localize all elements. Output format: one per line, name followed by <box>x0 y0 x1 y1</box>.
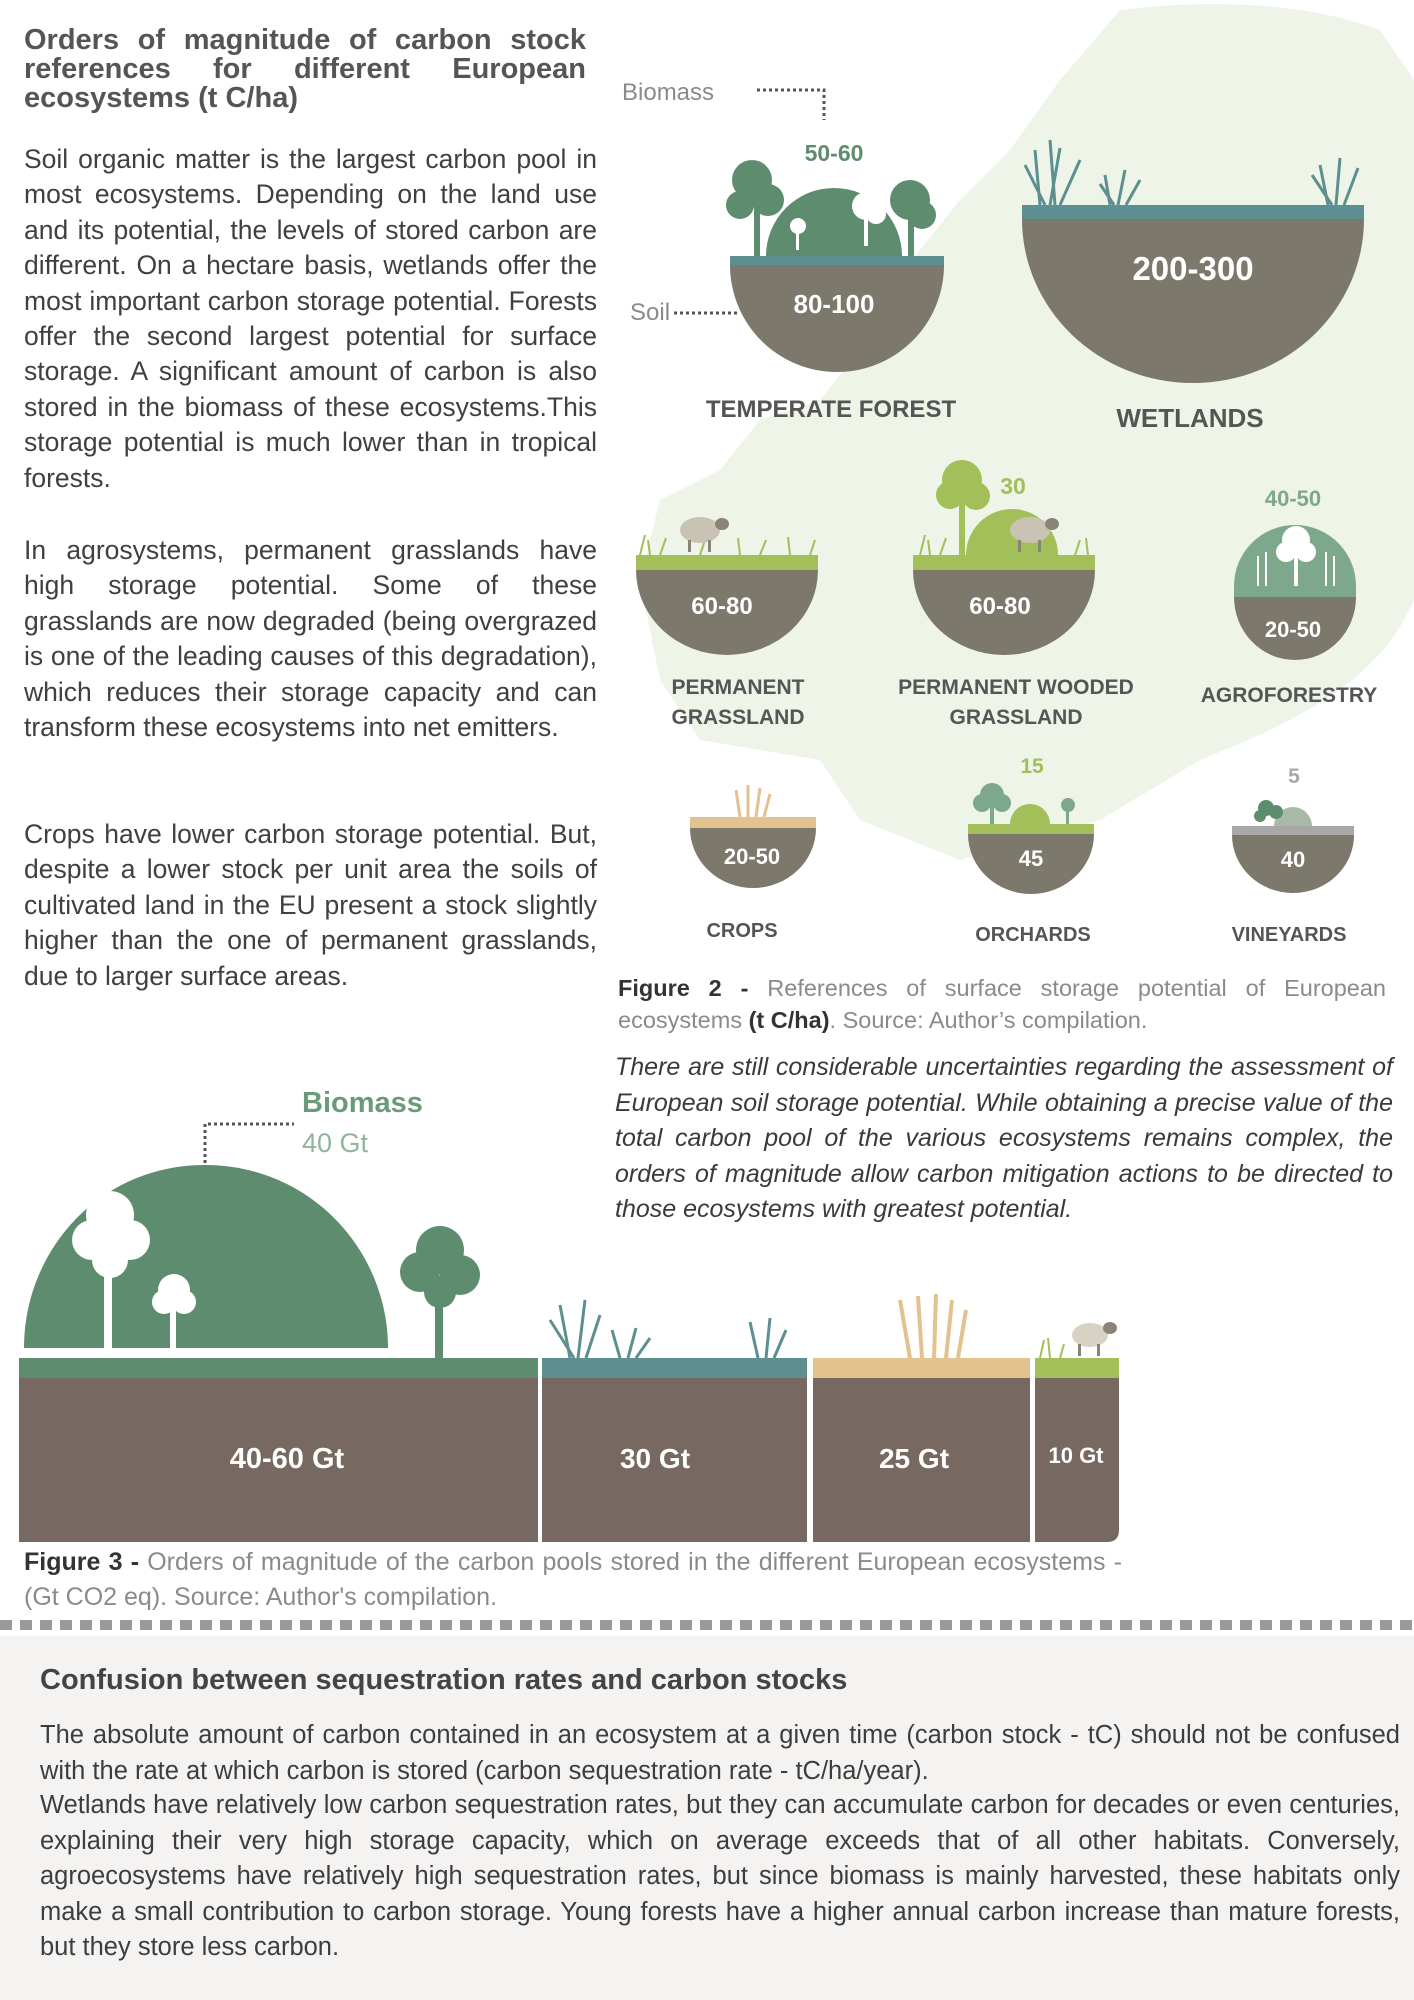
wheat-icon <box>736 785 770 817</box>
europe-map-background <box>640 4 1414 860</box>
figure-3-caption <box>24 1545 1122 1615</box>
legend-biomass-connector <box>757 90 824 120</box>
wheat-icon <box>900 1294 966 1358</box>
wetlands-soil-value: 200-300 <box>1132 250 1254 287</box>
info-box-paragraph-1: The absolute amount of carbon contained in an ecosystem at a given time (carbon stock - tC) should not be confused with the rate at which carbon is stored (carbon sequestration rate - tC/ha/year). <box>40 1721 1400 1785</box>
permanent-grassland-label-line1: PERMANENT <box>671 676 805 699</box>
grass-icon <box>1040 1338 1064 1358</box>
figure-3-biomass-value: 40 Gt <box>302 1128 369 1158</box>
crops-surface-band <box>690 817 816 828</box>
forest-surface-band <box>19 1358 538 1378</box>
info-box-paragraph-2: Wetlands have relatively low carbon sequestration rates, but they can accumulate carbon for decades or even centuries, explaining their very high storage capacity, which on average exceeds that of all other habitats. Conversely, agroecosystems have relatively high sequestration rates, but since biomass is mainly harvested, these habitats only make a small contribution to carbon storage. Young forests have a higher annual carbon increase than mature forests, but they store less carbon. <box>40 1791 1400 1961</box>
figure-2-caption-unit: (t C/ha) <box>748 1007 830 1033</box>
crops-label: CROPS <box>706 920 778 942</box>
agroforestry-label: AGROFORESTRY <box>1200 684 1378 707</box>
figure-2-caption-label: Figure 2 - <box>618 975 749 1001</box>
info-box-heading: Confusion between sequestration rates and carbon stocks <box>40 1664 848 1696</box>
crops-soil-value: 20-50 <box>723 844 781 869</box>
vineyards-label: VINEYARDS <box>1231 924 1347 946</box>
permanent-grassland-surface-band <box>636 555 818 570</box>
agroforestry-soil-value: 20-50 <box>1264 617 1322 642</box>
orchards-biomass-value: 15 <box>1020 755 1044 778</box>
intro-paragraph-1: Soil organic matter is the largest carbon pool in most ecosystems. Depending on the land use and its potential, the levels of stored carbon are different. On a hectare basis, wetlands offer the most important carbon storage potential. Forests offer the second largest potential for surface storage. A significant amount of carbon is also stored in the biomass of these ecosystems.This storage potential is much lower than in tropical forests. <box>24 144 597 493</box>
dashed-divider <box>0 1620 1414 1630</box>
vineyards-biomass-value: 5 <box>1288 765 1300 788</box>
figure-2-caption <box>618 972 1386 1036</box>
figure-3-caption-text: Orders of magnitude of the carbon pools stored in the different European ecosystems - (Gt CO2 eq). Source: Author's compilation. <box>24 1548 1122 1611</box>
agroforestry-biomass-value: 40-50 <box>1264 486 1322 511</box>
wetlands-label: WETLANDS <box>1116 403 1264 433</box>
figure-2-caption-text: References of surface storage potential of European ecosystems <box>618 975 1386 1033</box>
permanent-grassland-soil-value: 60-80 <box>691 593 753 620</box>
vineyards-soil-value: 40 <box>1280 847 1306 872</box>
crop-surface-band <box>813 1358 1030 1378</box>
wooded-grassland-label-line1: PERMANENT WOODED <box>898 676 1134 699</box>
wooded-grassland-label-line2: GRASSLAND <box>949 706 1083 729</box>
grassland-surface-band <box>1035 1358 1119 1378</box>
wooded-grassland-soil-value: 60-80 <box>969 593 1031 620</box>
reed-icon <box>550 1300 786 1358</box>
info-box <box>0 1636 1414 2000</box>
wetland-surface-band <box>542 1358 807 1378</box>
grassland-pool-value: 10 Gt <box>1048 1443 1104 1468</box>
temperate-forest-soil-value: 80-100 <box>793 289 875 319</box>
figure-2-caption-source: . Source: Author’s compilation. <box>829 1007 1148 1033</box>
tree-icon <box>400 1226 480 1358</box>
permanent-grassland-label-line2: GRASSLAND <box>671 706 805 729</box>
uncertainty-note: There are still considerable uncertainties regarding the assessment of European soil storage potential. While obtaining a precise value of the total carbon pool of the various ecosystems remains complex, the orders of magnitude allow carbon mitigation actions to be directed to those ecosystems with greatest potential. <box>615 1053 1393 1223</box>
orchards-label: ORCHARDS <box>975 924 1091 946</box>
figure-3-caption-label: Figure 3 - <box>24 1548 140 1576</box>
agroforestry-surface-band <box>1234 586 1356 597</box>
wetlands-surface-band <box>1022 205 1364 219</box>
vineyards-surface-band <box>1232 826 1354 835</box>
ecosystem-vineyards <box>1232 765 1354 946</box>
legend-soil-label: Soil <box>630 299 671 326</box>
temperate-forest-surface-band <box>730 256 944 265</box>
page-title: Orders of magnitude of carbon stock references for different European ecosystems (t C/ha) <box>24 24 586 114</box>
temperate-forest-label: TEMPERATE FOREST <box>705 396 957 423</box>
figure-3-biomass-dome <box>24 1165 388 1348</box>
forest-pool-value: 40-60 Gt <box>229 1443 345 1475</box>
sheep-icon <box>1072 1322 1117 1356</box>
legend-biomass-label: Biomass <box>622 79 715 106</box>
crop-pool-value: 25 Gt <box>878 1443 950 1474</box>
orchards-soil-value: 45 <box>1018 846 1044 871</box>
figure-3-biomass-label: Biomass <box>302 1087 423 1119</box>
wetland-pool-value: 30 Gt <box>619 1443 691 1474</box>
intro-paragraph-2: In agrosystems, permanent grasslands have high storage potential. Some of these grasslands are now degraded (being overgrazed is one of the leading causes of this degradation), which reduces their storage capacity and can transform these ecosystems into net emitters. <box>24 535 597 743</box>
figure-2-ecosystems <box>600 0 1414 960</box>
wooded-grassland-surface-band <box>913 555 1095 570</box>
intro-paragraph-3: Crops have lower carbon storage potential. But, despite a lower stock per unit area the soils of cultivated land in the EU present a stock slightly higher than the one of permanent grasslands, due to larger surface areas. <box>24 819 597 991</box>
wooded-grassland-biomass-value: 30 <box>1000 473 1026 499</box>
orchards-surface-band <box>968 824 1094 834</box>
figure-3-carbon-pools <box>0 1060 1130 1550</box>
figure-3-biomass-connector <box>205 1124 294 1163</box>
temperate-forest-biomass-value: 50-60 <box>804 140 864 166</box>
ecosystem-crops <box>690 785 816 942</box>
